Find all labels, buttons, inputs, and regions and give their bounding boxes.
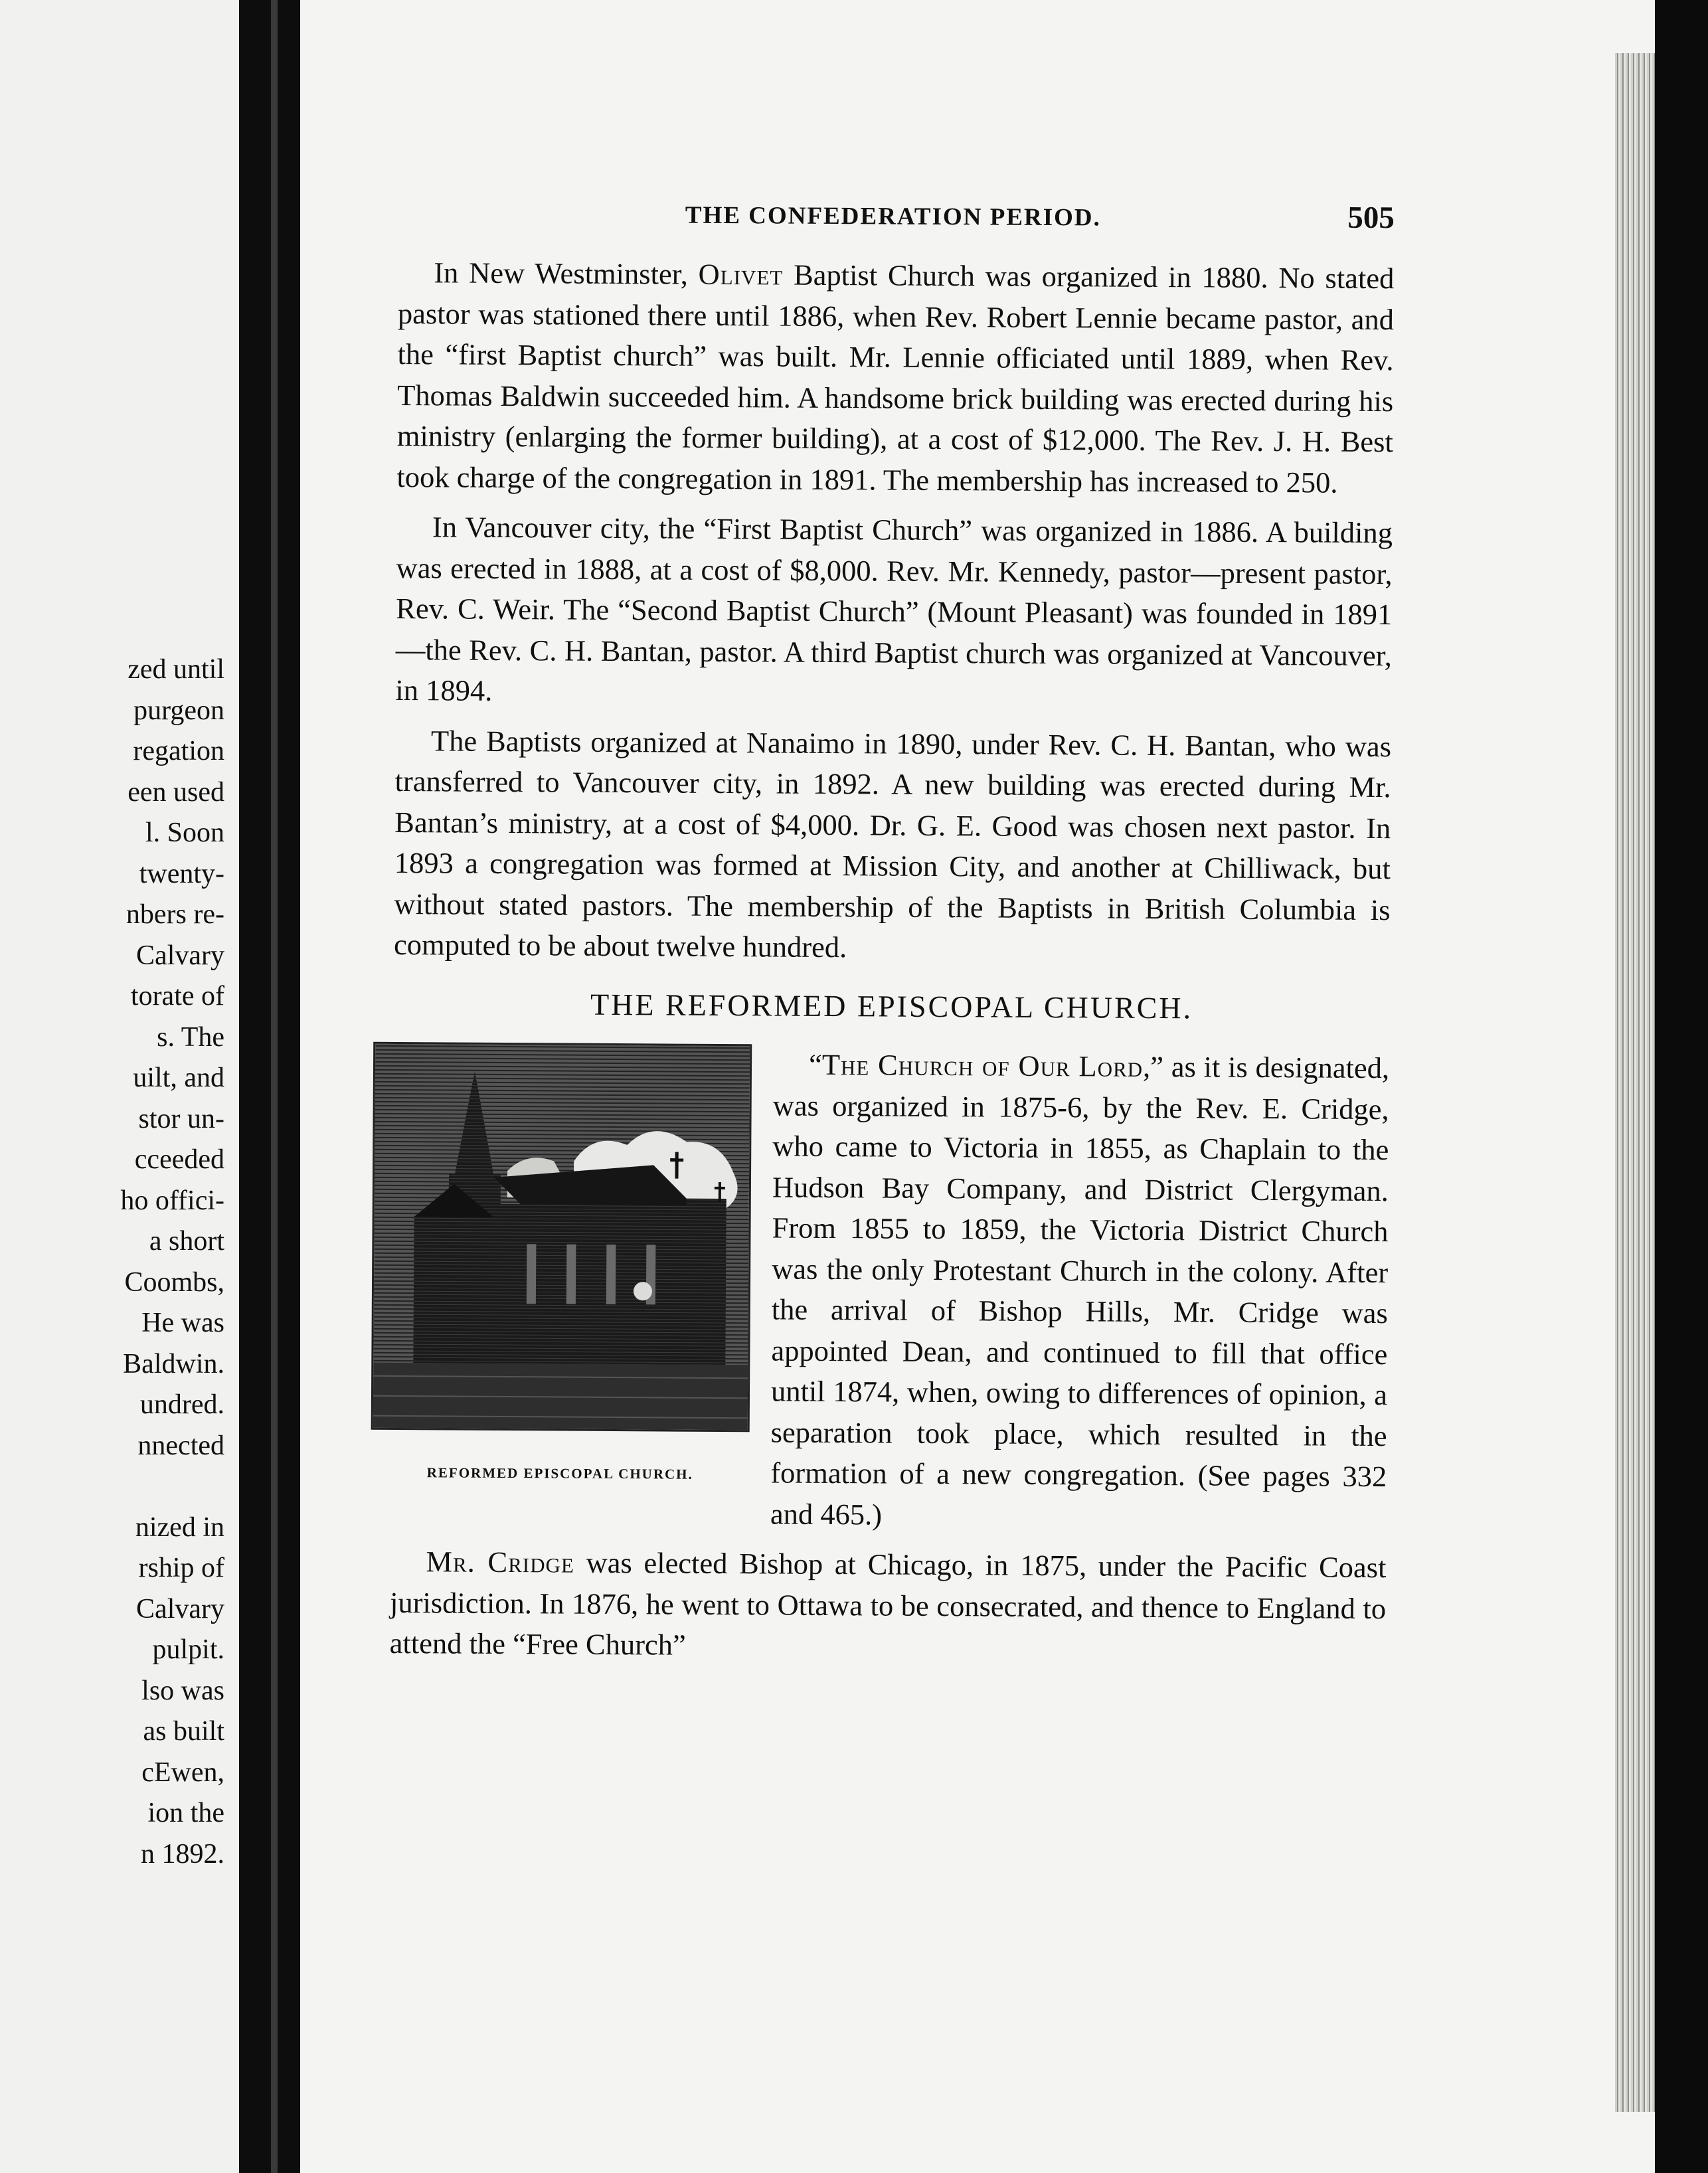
church-name-olivet: Olivet [698, 257, 784, 292]
paragraph-church-of-our-lord: “The Church of Our Lord,” as it is designated, was organized in 1875-6, by the Rev. E. Cridge, who came to Victoria in 1855, as Chaplain to the Hudson Bay Company, and District Clergyman. From 1855 to 1859, the Victoria District Church was the only Protestant Church in the colony. After the arrival of Bishop Hills, Mr. Cridge was appointed Dean, and continued to fill that office until 1874, when, owing to differences of opinion, a separation took place, which resulted in the formation of a new congregation. (See pages 332 and 465.) [770, 1047, 1390, 1531]
section-heading: THE REFORMED EPISCOPAL CHURCH. [590, 987, 1193, 1025]
left-page-fragment-line: zed until [128, 654, 224, 685]
left-page-fragment-line: pulpit. [152, 1634, 224, 1665]
left-page-fragment-line: rship of [138, 1553, 224, 1583]
body-text [390, 252, 1395, 1670]
left-page-fragment-line: Baldwin. [123, 1348, 224, 1379]
scan-border-right [1655, 0, 1708, 2173]
left-page-fragment-line: s. The [157, 1021, 224, 1053]
name-mr-cridge: Mr. Cridge [426, 1545, 575, 1579]
paragraph-nanaimo: The Baptists organized at Nanaimo in 1890, under Rev. C. H. Bantan, who was transferred to Vancouver city, in 1892. A new building was erected during Mr. Bantan’s ministry, at a cost of $4,000. Dr. G. E. Good was chosen next pastor. In 1893 a congregation was formed at Mission City, and another at Chilliwack, but without stated pastors. The membership of the Baptists in British Columbia is computed to be about twelve hundred. [393, 723, 1392, 964]
left-page-fragment-line: torate of [130, 981, 224, 1011]
left-page-fragment-line: ion the [147, 1798, 224, 1828]
left-page-fragment-line: nnected [137, 1430, 224, 1461]
left-page-fragment-line: een used [128, 776, 224, 808]
left-page-fragment-line: purgeon [133, 695, 224, 726]
church-engraving-image [371, 1042, 752, 1432]
running-head-title: THE CONFEDERATION PERIOD. [685, 201, 1101, 232]
left-page-fragment-line: cEwen, [141, 1757, 224, 1788]
left-page-fragment-line: He was [141, 1308, 224, 1338]
right-page [300, 0, 1655, 2173]
page-edges [1615, 53, 1655, 2112]
paragraph-mr-cridge: Mr. Cridge was elected Bishop at Chicago, in 1875, under the Pacific Coast jurisdiction. In 1876, he went to Ottawa to be consecrated, and thence to England to attend the “Free Church” [389, 1545, 1387, 1662]
church-illustration-figure [371, 1042, 752, 1496]
figure-caption: REFORMED EPISCOPAL CHURCH. [426, 1464, 693, 1482]
left-page-fragment-line: Calvary [136, 940, 224, 971]
left-page-fragment-line: l. Soon [145, 818, 224, 848]
left-page-fragment-line: nbers re- [126, 899, 224, 930]
book-gutter [239, 0, 300, 2173]
left-page-fragment-line: stor un- [138, 1103, 224, 1134]
left-page-fragment-line: as built [143, 1716, 224, 1747]
church-name-our-lord: The Church of Our Lord [821, 1047, 1144, 1083]
page-content [389, 199, 1395, 1680]
left-page-fragment-line: cceeded [134, 1144, 224, 1175]
left-page-fragment-line: Calvary [136, 1593, 224, 1624]
left-page-fragment-line: undred. [139, 1389, 224, 1420]
gutter-shadow [271, 0, 278, 2173]
left-page-fragment-line: ho offici- [120, 1185, 224, 1216]
paragraph-olivet: In New Westminster, Olivet Baptist Church was organized in 1880. No stated pastor was stationed there until 1886, when Rev. Robert Lennie became pastor, and the “first Baptist church” was built. Mr. Lennie officiated until 1889, when Rev. Thomas Baldwin succeeded him. A handsome brick building was erected during his ministry (enlarging the former building), at a cost of $12,000. The Rev. J. H. Best took charge of the congregation in 1891. The membership has increased to 250. [396, 256, 1395, 499]
left-page [0, 0, 239, 2173]
left-page-fragment-line: regation [133, 736, 224, 766]
left-page-fragment-line: a short [149, 1226, 224, 1257]
left-page-fragment-line: twenty- [139, 858, 224, 889]
left-page-fragment-line: lso was [141, 1675, 224, 1706]
left-page-text-fragments [120, 650, 224, 1875]
page-number: 505 [1347, 200, 1395, 236]
left-page-fragment-line: Coombs, [124, 1266, 224, 1298]
running-head [398, 199, 1395, 258]
left-page-fragment-line: n 1892. [141, 1838, 224, 1869]
paragraph-vancouver: In Vancouver city, the “First Baptist Church” was organized in 1886. A building was erected in 1888, at a cost of $8,000. Rev. Mr. Kennedy, pastor—present pastor, Rev. C. Weir. The “Second Baptist Church” (Mount Pleasant) was founded in 1891—the Rev. C. H. Bantan, pastor. A third Baptist church was organized at Vancouver, in 1894. [395, 510, 1393, 707]
church-engraving-svg [373, 1044, 750, 1430]
left-page-fragment-line: uilt, and [133, 1063, 224, 1093]
left-page-fragment-line [120, 1466, 224, 1508]
left-page-fragment-line: nized in [135, 1512, 224, 1543]
